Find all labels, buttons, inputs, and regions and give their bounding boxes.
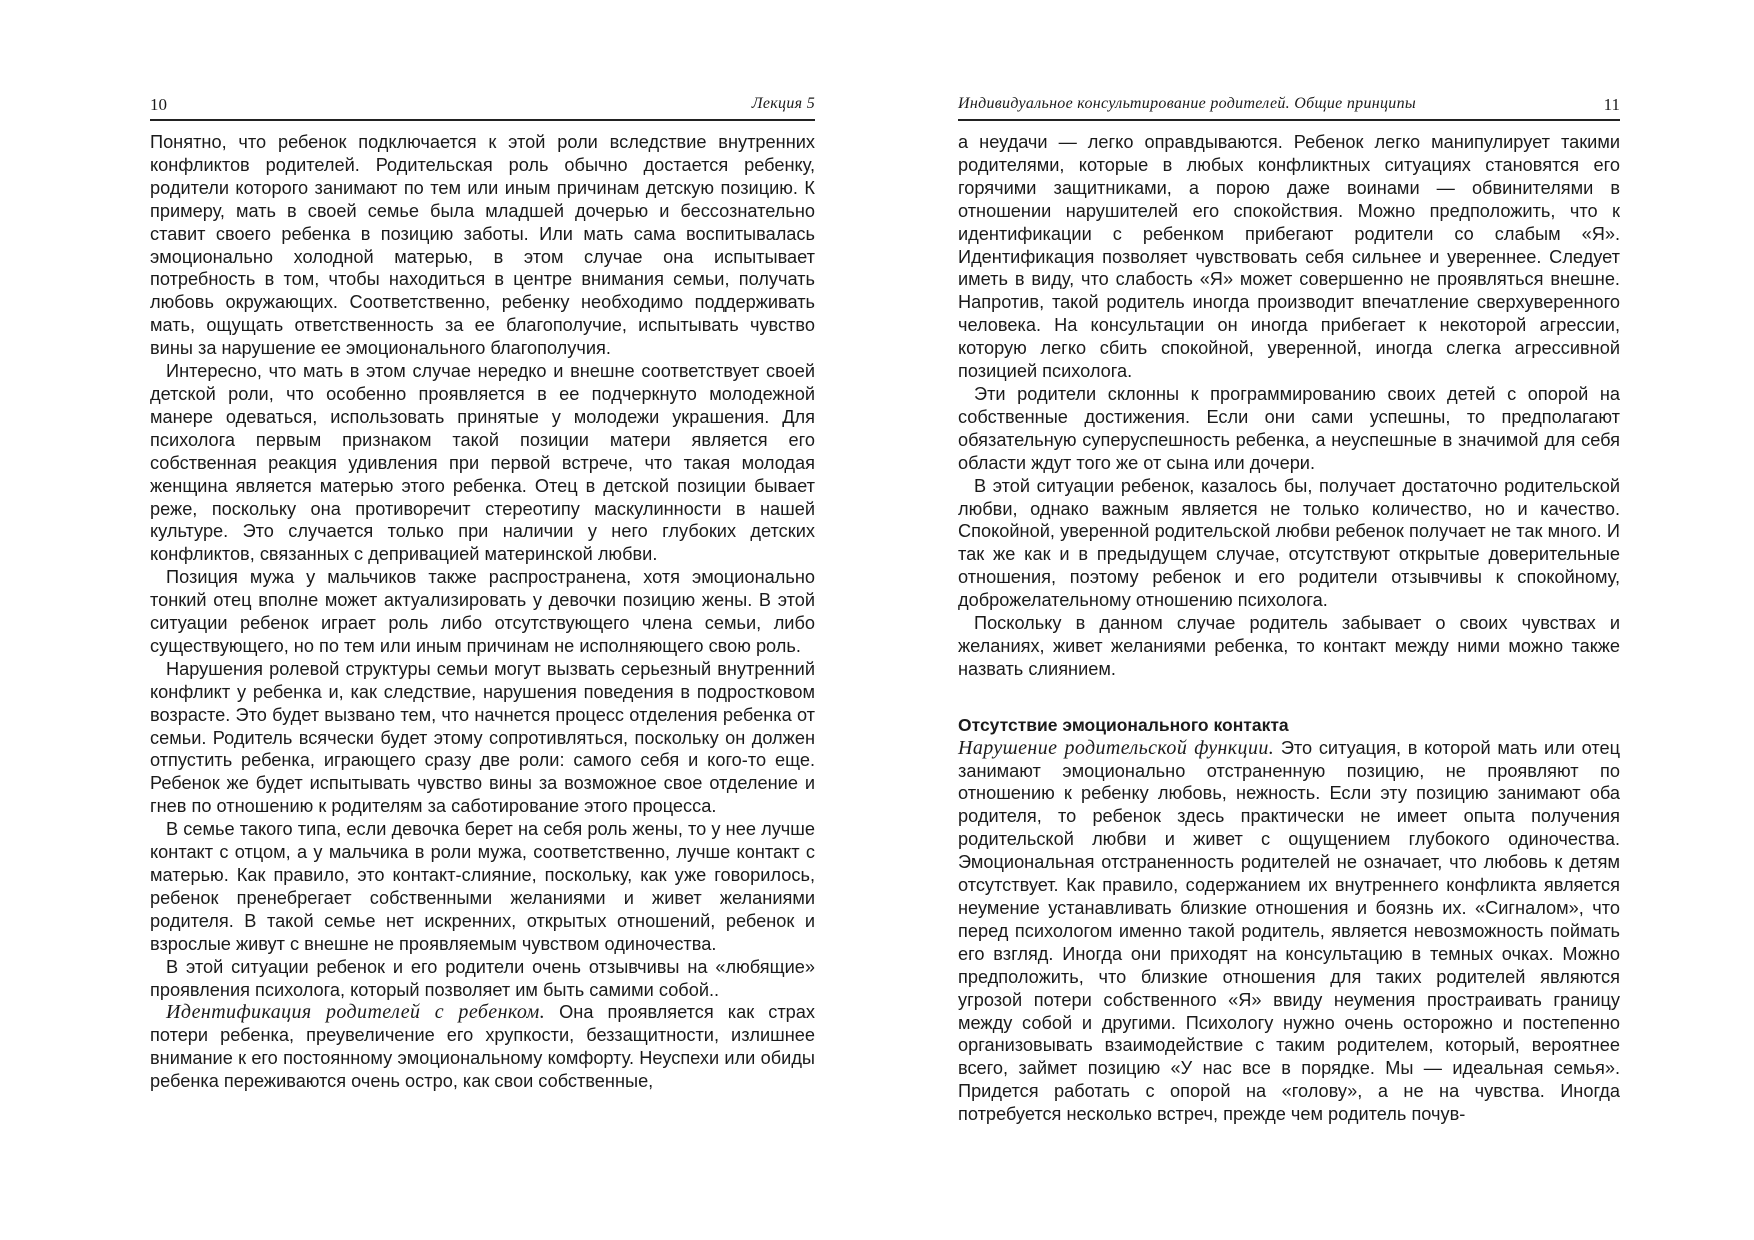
paragraph: В семье такого типа, если девочка берет на себя роль жены, то у нее лучше контакт с отцом, а у мальчика в роли мужа, соответственно, лучше контакт с матерью. Как правило, это контакт-слияние, поскольку, как уже говорилось, ребенок пренебрегает собственными желаниями и живет желаниями родителя. В такой семье нет искренних, открытых отношений, ребенок и взрослые живут с внешне не проявляемым чувством одиночества. — [150, 819, 815, 954]
paragraph: Позиция мужа у мальчиков также распространена, хотя эмоционально тонкий отец вполне может актуализировать у девочки позицию жены. В этой ситуации ребенок играет роль либо отсутствующего члена семьи, либо существующего, но по тем или иным причинам не исполняющего свою роль. — [150, 567, 815, 656]
paragraph-text: Она проявляется как страх потери ребенка, преувеличение его хрупкости, беззащитности, излишнее внимание к его постоянному эмоциональному комфорту. Неуспехи или обиды ребенка переживаются очень остро, как свои собственные, — [150, 1002, 815, 1092]
right-page-body — [958, 131, 1620, 1126]
paragraph-text: Это ситуация, в которой мать или отец занимают эмоционально отстраненную позицию, не проявляют по отношению к ребенку любовь, нежность. Если эту позицию занимают оба родителя, то ребенок здесь практически не имеет опыта получения родительской любви и живет с ощущением глубокого одиночества. Эмоциональная отстраненность родителей не означает, что любовь к детям отсутствует. Как правило, содержанием их внутреннего конфликта является неумение устанавливать близкие отношения и боязнь их. «Сигналом», что перед психологом именно такой родитель, является невозможность поймать его взгляд. Иногда они приходят на консультацию в темных очках. Можно предположить, что близкие отношения для таких родителей являются угрозой потери собственного «Я» ввиду неумения простраивать границу между собой и другими. Психологу нужно очень осторожно и постепенно организовывать взаимодействие с таким родителем, который, вероятнее всего, займет позицию «У нас все в порядке. Мы — идеальная семья». Придется работать с опорой на «голову», а не на чувства. Иногда потребуется несколько встреч, прежде чем родитель почув- — [958, 737, 1621, 1125]
paragraph: В этой ситуации ребенок и его родители очень отзывчивы на «любящие» проявления психолога, который позволяет им быть самими собой.. — [150, 956, 815, 1000]
left-page — [150, 0, 815, 1240]
paragraph — [958, 737, 1620, 1126]
running-head: Лекция 5 — [751, 95, 815, 112]
paragraph — [150, 1001, 815, 1093]
paragraph: В этой ситуации ребенок, казалось бы, получает достаточно родительской любви, однако важным является не только количество, но и качество. Спокойной, уверенной родительской любви ребенок получает не так много. И так же как и в предыдущем случае, отсутствуют открытые доверительные отношения, поэтому ребенок и его родители отзывчивы к спокойному, доброжелательному отношению психолога. — [958, 475, 1620, 611]
paragraph: Интересно, что мать в этом случае нередко и внешне соответствует своей детской роли, что особенно проявляется в ее подчеркнуто молодежной манере одеваться, использовать принятые у молодежи украшения. Для психолога первым признаком такой позиции матери является его собственная реакция удивления при первой встрече, что такая молодая женщина является матерью этого ребенка. Отец в детской позиции бывает реже, поскольку она противоречит стереотипу маскулинности в нашей культуре. Это случается только при наличии у него глубоких детских конфликтов, связанных с депривацией материнской любви. — [150, 361, 815, 565]
running-head: Индивидуальное консультирование родителей. Общие принципы — [958, 95, 1417, 112]
section-heading: Отсутствие эмоционального контакта — [958, 714, 1289, 735]
page-number: 11 — [1603, 95, 1620, 114]
page-number: 10 — [150, 95, 167, 114]
left-page-header — [150, 95, 815, 121]
italic-lead: Идентификация родителей с ребенком. — [166, 1001, 546, 1024]
paragraph: Нарушения ролевой структуры семьи могут вызвать серьезный внутренний конфликт у ребенка и, как следствие, нарушения поведения в подростковом возрасте. Это будет вызвано тем, что начнется процесс отделения ребенка от семьи. Родитель всячески будет этому сопротивляться, поскольку он должен отпустить ребенка, играющего сразу две роли: самого себя и кого-то еще. Ребенок же будет испытывать чувство вины за возможное свое отделение и гнев по отношению к родителям за саботирование этого процесса. — [150, 658, 815, 817]
left-page-body — [150, 131, 815, 1093]
paragraph: Понятно, что ребенок подключается к этой роли вследствие внутренних конфликтов родителей. Родительская роль обычно достается ребенку, родители которого занимают по тем или иным причинам детскую позицию. К примеру, мать в своей семье была младшей дочерью и бессознательно ставит своего ребенка в позицию заботы. Или мать сама воспитывалась эмоционально холодной матерью, в этом случае она испытывает потребность в том, чтобы находиться в центре внимания семьи, получать любовь окружающих. Соответственно, ребенку необходимо поддерживать мать, ощущать ответственность за ее благополучие, испытывать чувство вины за нарушение ее эмоционального благополучия. — [150, 132, 815, 359]
italic-lead: Нарушение родительской функции. — [958, 736, 1275, 759]
paragraph: а неудачи — легко оправдываются. Ребенок легко манипулирует такими родителями, которые в любых конфликтных ситуациях становятся его горячими защитниками, а порою даже воинами — обвинителями в отношении нарушителей его спокойствия. Можно предположить, что к идентификации с ребенком прибегают родители со слабым «Я». Идентификация позволяет чувствовать себя сильнее и увереннее. Следует иметь в виду, что слабость «Я» может совершенно не проявляться внешне. Напротив, такой родитель иногда производит впечатление сверхуверенного человека. На консультации он иногда прибегает к некоторой агрессии, которую легко сбить спокойной, уверенной, иногда слегка агрессивной позицией психолога. — [958, 132, 1620, 382]
right-page — [958, 0, 1620, 1240]
paragraph: Поскольку в данном случае родитель забывает о своих чувствах и желаниях, живет желаниями ребенка, то контакт между ними можно также назвать слиянием. — [958, 613, 1620, 679]
right-page-header — [958, 95, 1620, 121]
paragraph: Эти родители склонны к программированию своих детей с опорой на собственные достижения. Если они сами успешны, то предполагают обязательную суперуспешность ребенка, а неуспешные в значимой для себя области ждут того же от сына или дочери. — [958, 383, 1620, 473]
